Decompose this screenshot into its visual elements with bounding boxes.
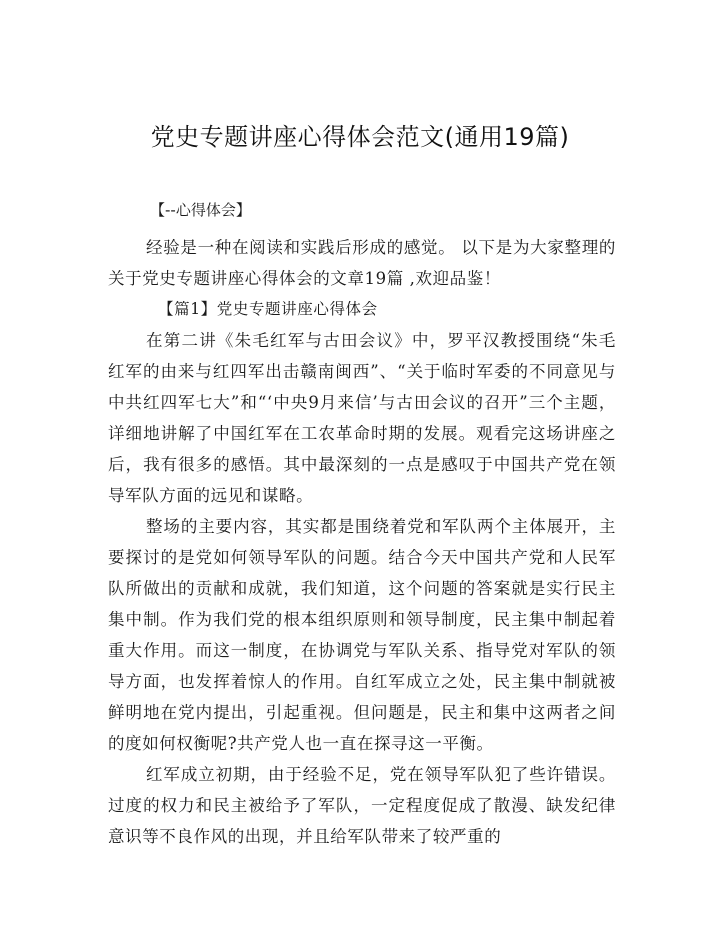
page-title: 党史专题讲座心得体会范文(通用19篇) <box>150 123 570 151</box>
body-paragraph: 整场的主要内容，其实都是围绕着党和军队两个主体展开，主要探讨的是党如何领导军队的问题。结合今天中国共产党和人民军队所做出的贡献和成就，我们知道，这个问题的答案就是实行民主集中制。作为我们党的根本组织原则和领导制度，民主集中制起着重大作用。而这一制度，在协调党与军队关系、指导党对军队的领导方面，也发挥着惊人的作用。自红军成立之处，民主集中制就被鲜明地在党内提出，引起重视。但问题是，民主和集中这两者之间的度如何权衡呢?共产党人也一直在探寻这一平衡。 <box>108 517 616 753</box>
body-paragraph: 在第二讲《朱毛红军与古田会议》中，罗平汉教授围绕“朱毛红军的由来与红四军出击赣南闽西”、“关于临时军委的不同意见与中共红四军七大”和“‘中央9月来信’与古田会议的召开”三个主题，详细地讲解了中国红军在工农革命时期的发展。观看完这场讲座之后，我有很多的感悟。其中最深刻的一点是感叹于中国共产党在领导军队方面的远见和谋略。 <box>108 331 616 505</box>
category-tag: 【--心得体会】 <box>150 201 251 219</box>
section-heading: 【篇1】党史专题讲座心得体会 <box>158 300 378 318</box>
body-paragraph: 红军成立初期，由于经验不足，党在领导军队犯了些许错误。过度的权力和民主被给予了军队，一定程度促成了散漫、缺发纪律意识等不良作风的出现，并且给军队带来了较严重的 <box>108 765 616 846</box>
intro-paragraph: 经验是一种在阅读和实践后形成的感觉。 以下是为大家整理的关于党史专题讲座心得体会的文章19篇 ,欢迎品鉴！ <box>108 238 616 288</box>
document-body <box>108 232 616 852</box>
